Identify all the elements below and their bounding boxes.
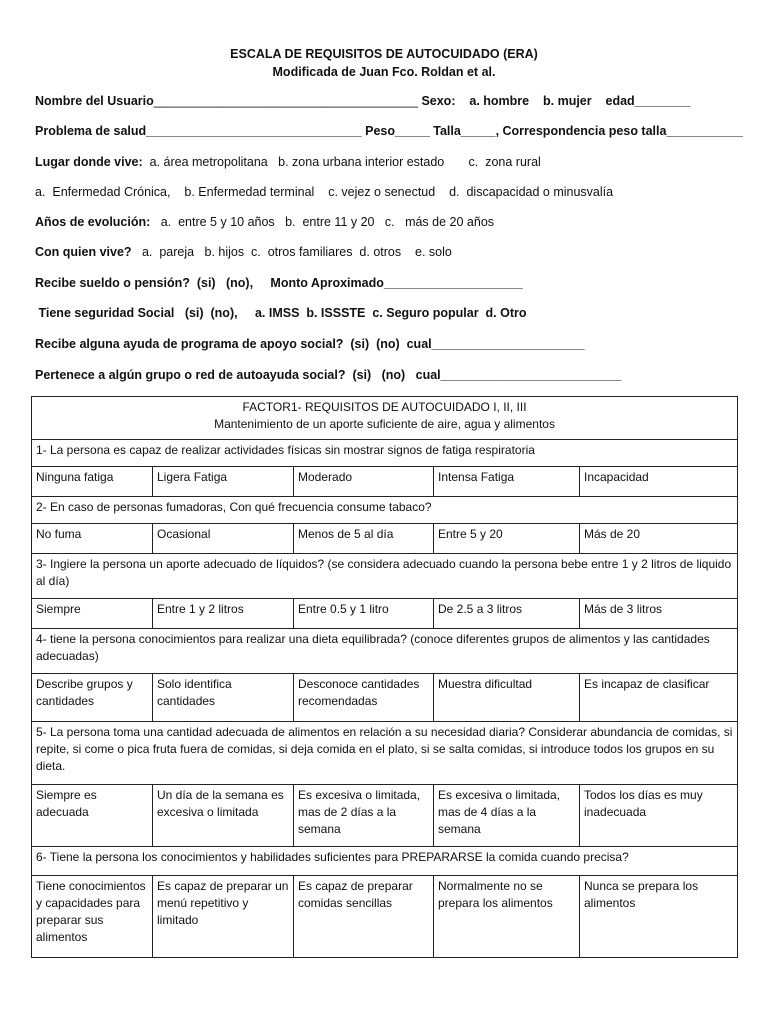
convive-options: a. pareja b. hijos c. otros familiares d. otros e. solo [131, 245, 452, 259]
factor-table [31, 396, 738, 958]
question-row [32, 629, 738, 674]
lugar-line [35, 155, 541, 169]
option-cell[interactable]: Todos los días es muy inadecuada [580, 785, 738, 847]
factor-header [32, 397, 738, 440]
option-cell[interactable]: Muestra dificultad [434, 674, 580, 722]
ayuda-line: Recibe alguna ayuda de programa de apoyo social? (si) (no) cual______________________ [35, 337, 585, 351]
question-3-note: (se considera adecuado cuando la persona bebe entre 1 y 2 litros de liquido al día) [36, 557, 732, 588]
option-cell[interactable]: Es incapaz de clasificar [580, 674, 738, 722]
evolucion-label: Años de evolución: [35, 215, 151, 229]
question-5: 5- La persona toma una cantidad adecuada de alimentos en relación a su necesidad diaria? Considerar abundancia de comidas, si repite, si come o pica fruta fuera de comidas, si deja comida en el plato, si se salta comidas, si introduce todos los grupos en su dieta. [32, 722, 738, 785]
question-row [32, 554, 738, 599]
factor-header-row [32, 397, 738, 440]
option-cell[interactable]: Nunca se prepara los alimentos [580, 876, 738, 958]
grupo-line: Pertenece a algún grupo o red de autoayuda social? (si) (no) cual__________________________ [35, 368, 622, 382]
option-cell[interactable]: Tiene conocimientos y capacidades para preparar sus alimentos [32, 876, 153, 958]
question-1: 1- La persona es capaz de realizar actividades físicas sin mostrar signos de fatiga respiratoria [32, 440, 738, 467]
convive-label: Con quien vive? [35, 245, 132, 259]
option-cell[interactable]: Un día de la semana es excesiva o limitada [153, 785, 294, 847]
options-row [32, 599, 738, 629]
question-row [32, 847, 738, 876]
option-cell[interactable]: No fuma [32, 524, 153, 554]
question-row [32, 722, 738, 785]
option-cell[interactable]: Siempre es adecuada [32, 785, 153, 847]
problema-field[interactable]: _______________________________ Peso_____ Talla_____, Correspondencia peso talla___________ [146, 124, 743, 138]
option-cell[interactable]: Moderado [294, 467, 434, 497]
option-cell[interactable]: De 2.5 a 3 litros [434, 599, 580, 629]
question-3 [32, 554, 738, 599]
lugar-label: Lugar donde vive: [35, 155, 143, 169]
nombre-field[interactable]: ______________________________________ [153, 94, 418, 108]
document-subtitle: Modificada de Juan Fco. Roldan et al. [272, 65, 496, 79]
options-row [32, 876, 738, 958]
option-cell[interactable]: Menos de 5 al día [294, 524, 434, 554]
options-row [32, 467, 738, 497]
question-4 [32, 629, 738, 674]
enfermedad-line: a. Enfermedad Crónica, b. Enfermedad terminal c. vejez o senectud d. discapacidad o minusvalía [35, 185, 614, 199]
factor-subtitle: Mantenimiento de un aporte suficiente de aire, agua y alimentos [214, 417, 555, 431]
option-cell[interactable]: Normalmente no se prepara los alimentos [434, 876, 580, 958]
option-cell[interactable]: Es excesiva o limitada, mas de 2 días a la semana [294, 785, 434, 847]
option-cell[interactable]: Entre 1 y 2 litros [153, 599, 294, 629]
options-row [32, 674, 738, 722]
question-2: 2- En caso de personas fumadoras, Con qué frecuencia consume tabaco? [32, 497, 738, 524]
sexo-edad: Sexo: a. hombre b. mujer edad________ [417, 94, 691, 108]
option-cell[interactable]: Es capaz de preparar un menú repetitivo y limitado [153, 876, 294, 958]
option-cell[interactable]: Intensa Fatiga [434, 467, 580, 497]
evolucion-options: a. entre 5 y 10 años b. entre 11 y 20 c. más de 20 años [150, 215, 495, 229]
evolucion-line [35, 215, 494, 229]
document-title: ESCALA DE REQUISITOS DE AUTOCUIDADO (ERA) [230, 47, 538, 61]
option-cell[interactable]: Entre 0.5 y 1 litro [294, 599, 434, 629]
option-cell[interactable]: Entre 5 y 20 [434, 524, 580, 554]
option-cell[interactable]: Ocasional [153, 524, 294, 554]
option-cell[interactable]: Es excesiva o limitada, mas de 4 días a la semana [434, 785, 580, 847]
options-row [32, 785, 738, 847]
option-cell[interactable]: Incapacidad [580, 467, 738, 497]
option-cell[interactable]: Ninguna fatiga [32, 467, 153, 497]
question-row [32, 497, 738, 524]
option-cell[interactable]: Describe grupos y cantidades [32, 674, 153, 722]
lugar-options: a. área metropolitana b. zona urbana interior estado c. zona rural [142, 155, 541, 169]
option-cell[interactable]: Solo identifica cantidades [153, 674, 294, 722]
option-cell[interactable]: Ligera Fatiga [153, 467, 294, 497]
question-row [32, 440, 738, 467]
question-3-main: 3- Ingiere la persona un aporte adecuado de líquidos? [36, 557, 325, 571]
problema-line [35, 124, 743, 138]
question-4-note: (conoce diferentes grupos de alimentos y las cantidades adecuadas) [36, 632, 710, 663]
sueldo-line: Recibe sueldo o pensión? (si) (no), Monto Aproximado____________________ [35, 276, 523, 290]
nombre-label: Nombre del Usuario [35, 94, 154, 108]
option-cell[interactable]: Más de 3 litros [580, 599, 738, 629]
problema-label: Problema de salud [35, 124, 147, 138]
options-row [32, 524, 738, 554]
nombre-line [35, 94, 690, 108]
option-cell[interactable]: Siempre [32, 599, 153, 629]
convive-line [35, 245, 452, 259]
seguridad-line: Tiene seguridad Social (si) (no), a. IMSS b. ISSSTE c. Seguro popular d. Otro [35, 306, 527, 320]
factor-title: FACTOR1- REQUISITOS DE AUTOCUIDADO I, II, III [242, 400, 527, 414]
option-cell[interactable]: Desconoce cantidades recomendadas [294, 674, 434, 722]
option-cell[interactable]: Más de 20 [580, 524, 738, 554]
question-4-main: 4- tiene la persona conocimientos para realizar una dieta equilibrada? [36, 632, 407, 646]
question-6: 6- Tiene la persona los conocimientos y habilidades suficientes para PREPARARSE la comida cuando precisa? [32, 847, 738, 876]
option-cell[interactable]: Es capaz de preparar comidas sencillas [294, 876, 434, 958]
